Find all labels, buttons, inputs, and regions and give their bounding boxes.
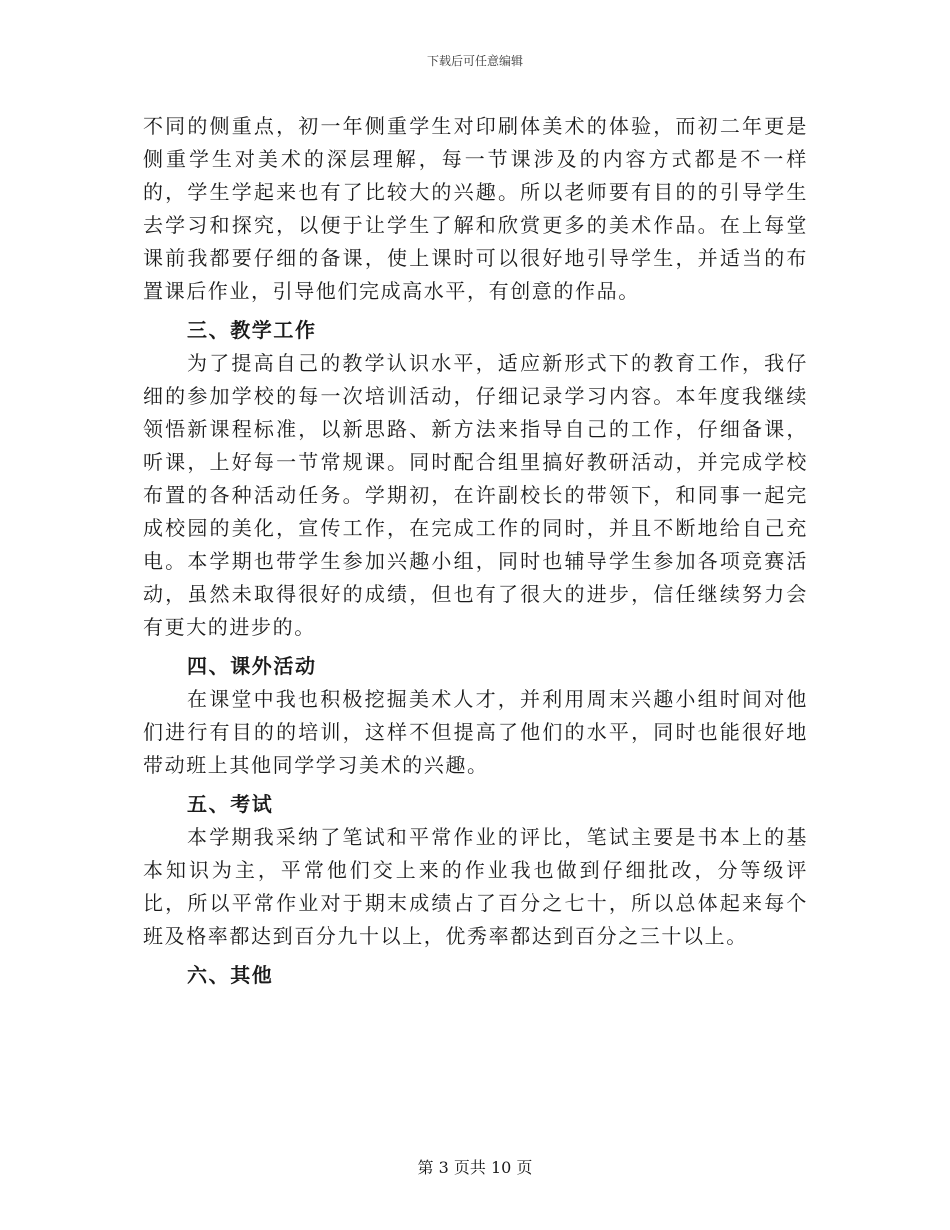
page-header-note: 下载后可任意编辑 xyxy=(426,54,523,68)
section-heading-exam: 五、考试 xyxy=(187,792,274,816)
page-number: 第 3 页共 10 页 xyxy=(417,1158,533,1177)
section-heading-other: 六、其他 xyxy=(187,963,274,987)
section-heading-teaching-work: 三、教学工作 xyxy=(187,318,317,342)
paragraph-teaching-work: 为了提高自己的教学认识水平，适应新形式下的教育工作，我仔细的参加学校的每一次培训活动，仔细记录学习内容。本年度我继续领悟新课程标准，以新思路、新方法来指导自己的工作，仔细备课，听课，上好每一节常规课。同时配合组里搞好教研活动，并完成学校布置的各种活动任务。学期初，在许副校长的带领下，和同事一起完成校园的美化，宣传工作，在完成工作的同时，并且不断地给自己充电。本学期也带学生参加兴趣小组，同时也辅导学生参加各项竞赛活动，虽然未取得很好的成绩，但也有了很大的进步，信任继续努力会有更大的进步的。 xyxy=(143,351,808,639)
paragraph-exam: 本学期我采纳了笔试和平常作业的评比，笔试主要是书本上的基本知识为主，平常他们交上来的作业我也做到仔细批改，分等级评比，所以平常作业对于期末成绩占了百分之七十，所以总体起来每个班及格率都达到百分九十以上，优秀率都达到百分之三十以上。 xyxy=(143,825,808,948)
section-heading-extracurricular: 四、课外活动 xyxy=(187,654,317,678)
paragraph-continuation: 不同的侧重点，初一年侧重学生对印刷体美术的体验，而初二年更是侧重学生对美术的深层理解，每一节课涉及的内容方式都是不一样的，学生学起来也有了比较大的兴趣。所以老师要有目的的引导学生去学习和探究，以便于让学生了解和欣赏更多的美术作品。在上每堂课前我都要仔细的备课，使上课时可以很好地引导学生，并适当的布置课后作业，引导他们完成高水平，有创意的作品。 xyxy=(143,114,808,303)
document-body xyxy=(143,110,808,992)
paragraph-extracurricular: 在课堂中我也积极挖掘美术人才，并利用周末兴趣小组时间对他们进行有目的的培训，这样不但提高了他们的水平，同时也能很好地带动班上其他同学学习美术的兴趣。 xyxy=(143,687,808,777)
